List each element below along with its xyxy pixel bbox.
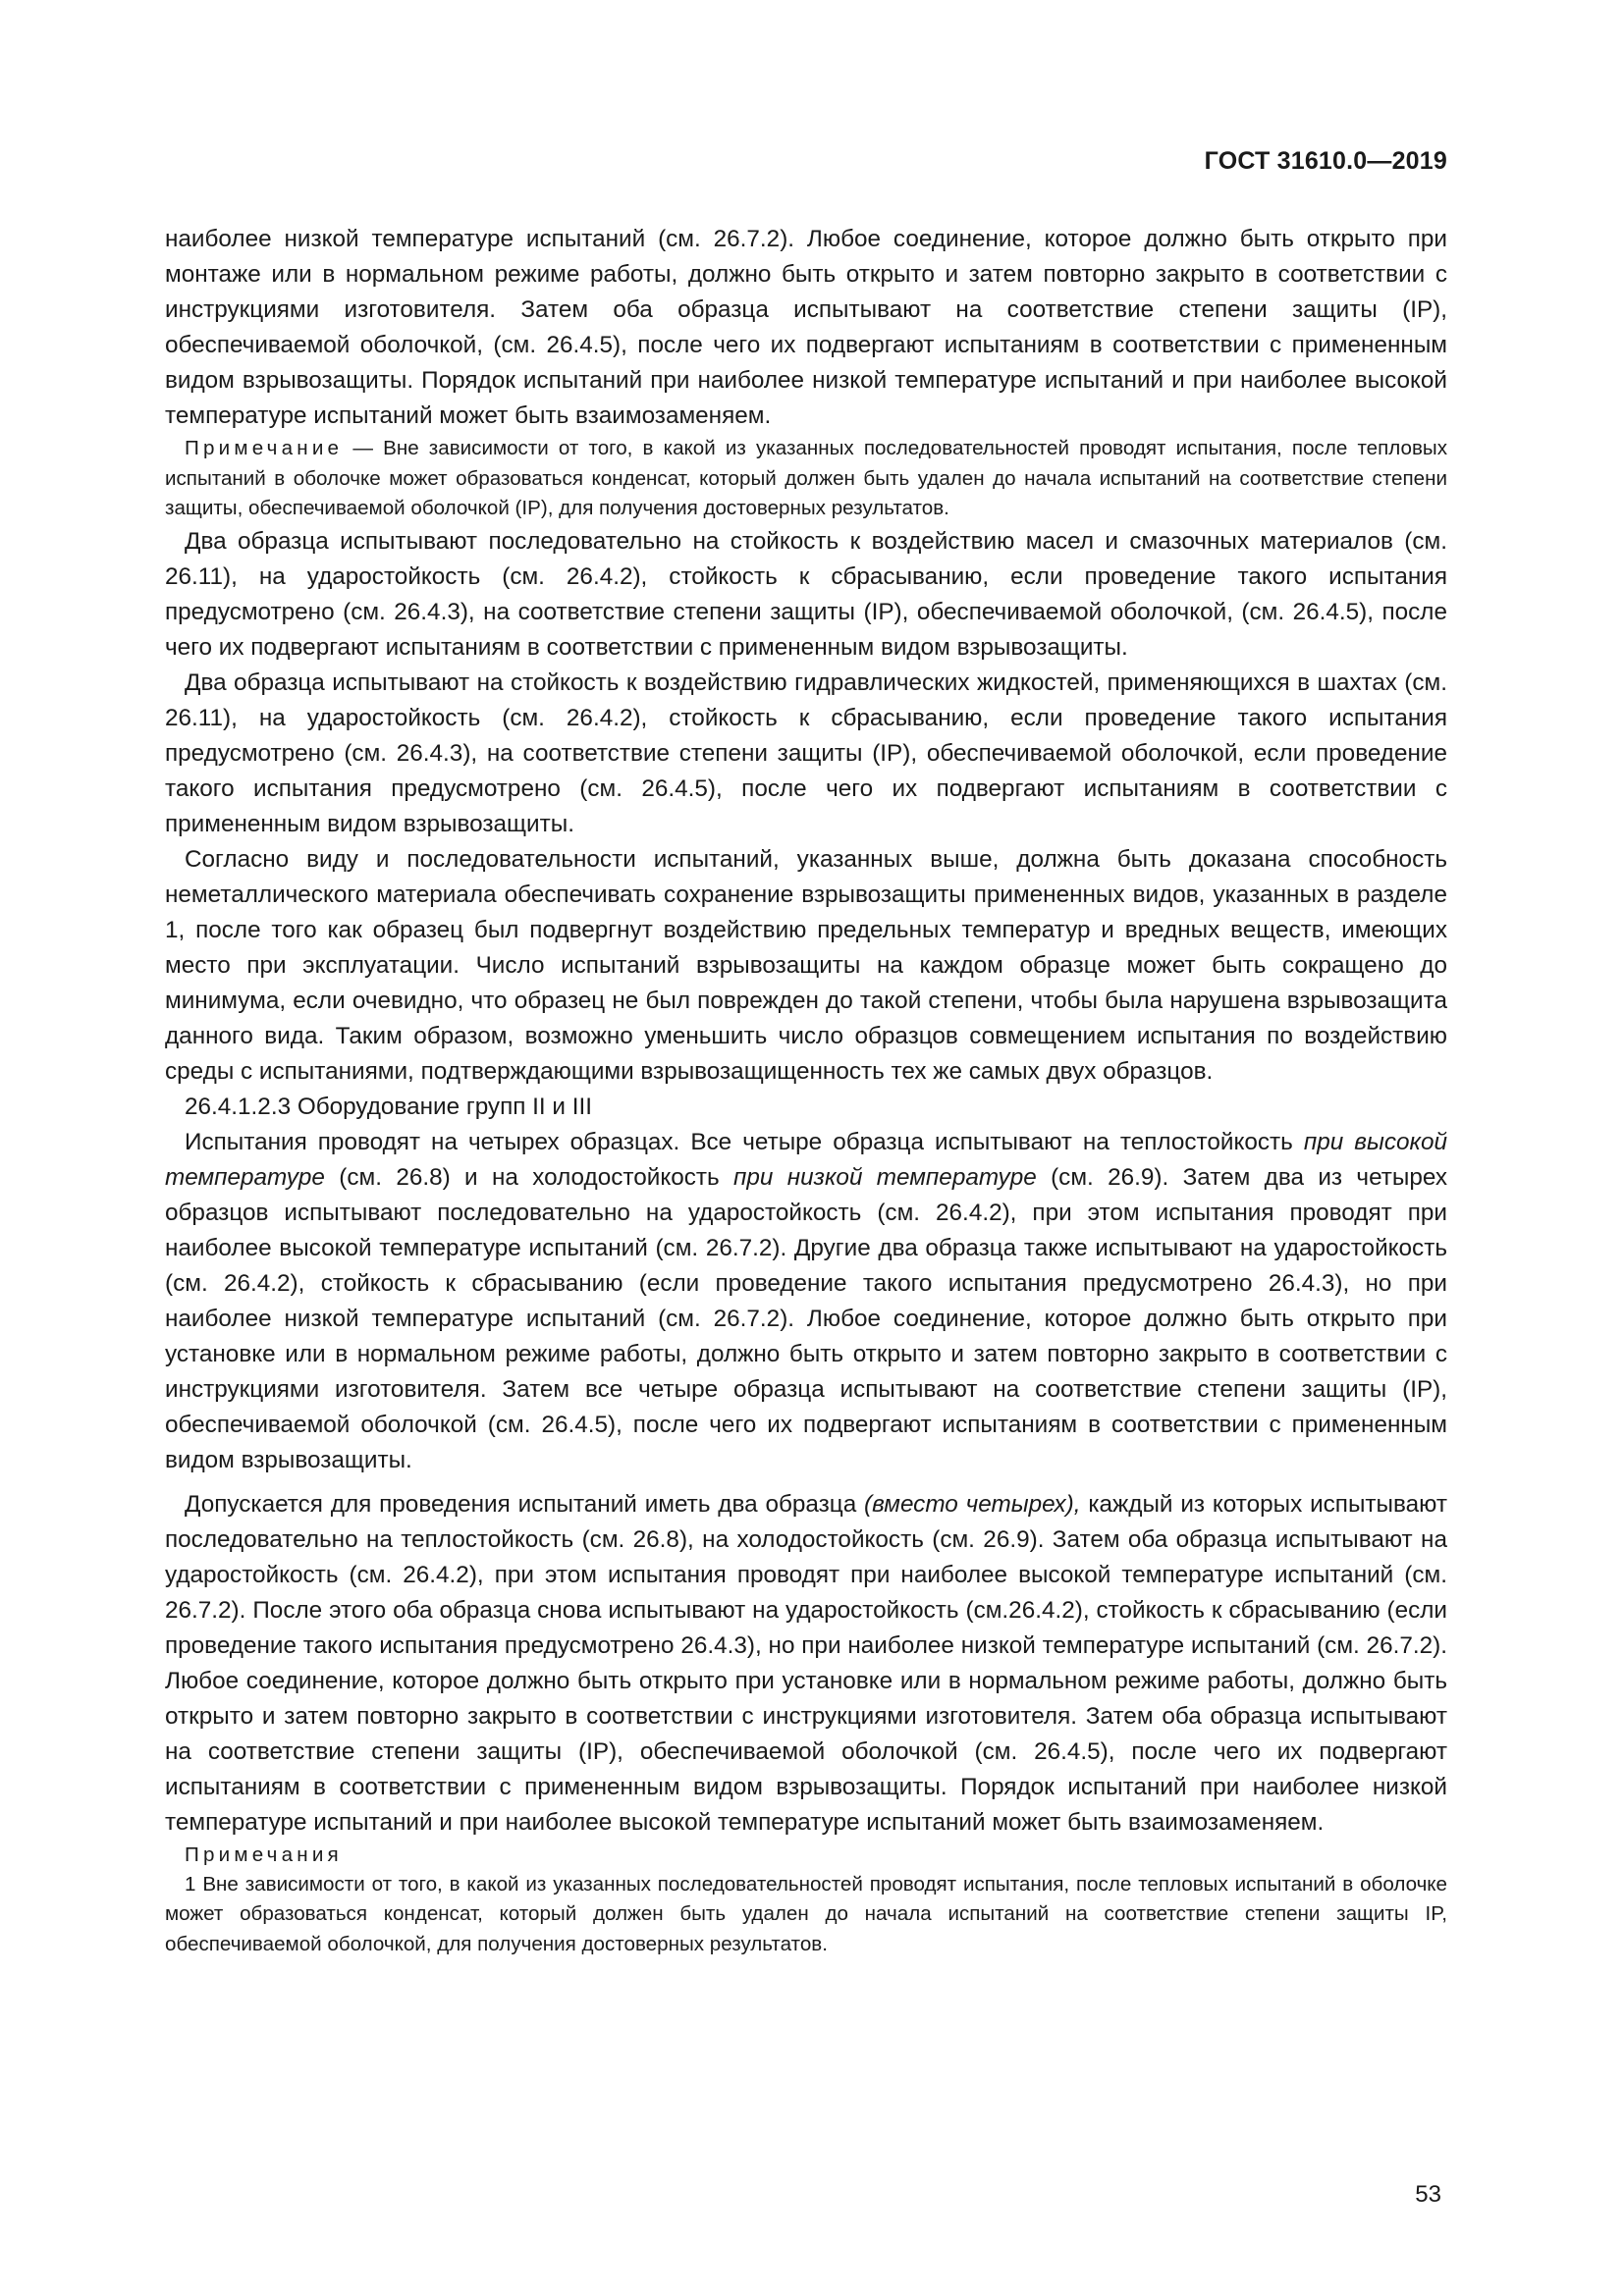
note-label: Примечание — [185, 437, 344, 459]
paragraph — [165, 1487, 1447, 1841]
note-text: — Вне зависимости от того, в какой из указанных последовательностей проводят испытания, после тепловых испытаний в оболочке может образоваться конденсат, который должен быть удален до начала испытаний на соответствие степени защиты, обеспечиваемой оболочкой (IP), для получения достоверных результатов. — [165, 437, 1447, 519]
paragraph: Два образца испытывают последовательно на стойкость к воздействию масел и смазочных материалов (см. 26.11), на ударостойкость (см. 26.4.2), стойкость к сбрасыванию, если проведение такого испытания предусмотрено (см. 26.4.3), на соответствие степени защиты (IP), обеспечиваемой оболочкой, (см. 26.4.5), после чего их подвергают испытаниям в соответствии с примененным видом взрывозащиты. — [165, 527, 1447, 661]
text-run: Допускается для проведения испытаний иметь два образца — [185, 1490, 865, 1518]
emphasis: при низкой температуре — [733, 1163, 1037, 1191]
paragraph-continuation: наиболее низкой температуре испытаний (см. 26.7.2). Любое соединение, которое должно быть открыто при монтаже или в нормальном режиме работы, должно быть открыто и затем повторно закрыто в соответствии с инструкциями изготовителя. Затем оба образца испытывают на соответствие степени защиты (IP), обеспечиваемой оболочкой, (см. 26.4.5), после чего их подвергают испытаниям в соответствии с примененным видом взрывозащиты. Порядок испытаний при наиболее низкой температуре испытаний и при наиболее высокой температуре испытаний может быть взаимозаменяем. — [165, 226, 1447, 429]
text-run: каждый из которых испытывают последовательно на теплостойкость (см. 26.8), на холодостойкость (см. 26.9). Затем оба образца испытывают на ударостойкость (см. 26.4.2), при этом испытания проводят при наиболее высокой температуре испытаний (см. 26.7.2). После этого оба образца снова испытывают на ударостойкость (см.26.4.2), стойкость к сбрасыванию (если проведение такого испытания предусмотрено 26.4.3), но при наиболее низкой температуре испытаний (см. 26.7.2). Любое соединение, которое должно быть открыто при установке или в нормальном режиме работы, должно быть открыто и затем повторно закрыто в соответствии с инструкциями изготовителя. Затем оба образца испытывают на соответствие степени защиты (IP), обеспечиваемой оболочкой (см. 26.4.5), после чего их подвергают испытаниям в соответствии с примененным видом взрывозащиты. Порядок испытаний при наиболее низкой температуре испытаний и при наиболее высокой температуре испытаний может быть взаимозаменяем. — [165, 1490, 1447, 1836]
paragraph — [165, 1125, 1447, 1478]
page-number: 53 — [1415, 2181, 1441, 2208]
paragraph: Два образца испытывают на стойкость к воздействию гидравлических жидкостей, применяющихся в шахтах (см. 26.11), на ударостойкость (см. 26.4.2), стойкость к сбрасыванию, если проведение такого испытания предусмотрено (см. 26.4.3), на соответствие степени защиты (IP), обеспечиваемой оболочкой, если проведение такого испытания предусмотрено (см. 26.4.5), после чего их подвергают испытаниям в соответствии с примененным видом взрывозащиты. — [165, 668, 1447, 837]
note — [165, 434, 1447, 524]
text-run: Испытания проводят на четырех образцах. Все четыре образца испытывают на теплостойкость — [185, 1128, 1304, 1155]
text-run: (см. 26.9). Затем два из четырех образцов испытывают последовательно на ударостойкость (см. 26.4.2), при этом испытания проводят при наиболее высокой температуре испытаний (см. 26.7.2). Другие два образца также испытывают на ударостойкость (см. 26.4.2), стойкость к сбрасыванию (если проведение такого испытания предусмотрено 26.4.3), но при наиболее низкой температуре испытаний (см. 26.7.2). Любое соединение, которое должно быть открыто при установке или в нормальном режиме работы, должно быть открыто и затем повторно закрыто в соответствии с инструкциями изготовителя. Затем все четыре образца испытывают на соответствие степени защиты (IP), обеспечиваемой оболочкой (см. 26.4.5), после чего их подвергают испытаниям в соответствии с примененным видом взрывозащиты. — [165, 1163, 1448, 1473]
note-item: 1 Вне зависимости от того, в какой из указанных последовательностей проводят испытания, после тепловых испытаний в оболочке может образоваться конденсат, который должен быть удален до начала испытаний на соответствие степени защиты IP, обеспечиваемой оболочкой, для получения достоверных результатов. — [165, 1872, 1447, 1955]
section-heading: 26.4.1.2.3 Оборудование групп II и III — [185, 1093, 592, 1120]
paragraph: Согласно виду и последовательности испытаний, указанных выше, должна быть доказана способность неметаллического материала обеспечивать сохранение взрывозащиты примененных видов, указанных в разделе 1, после того как образец был подвергнут воздействию предельных температур и вредных веществ, имеющих место при эксплуатации. Число испытаний взрывозащиты на каждом образце может быть сокращено до минимума, если очевидно, что образец не был поврежден до такой степени, чтобы была нарушена взрывозащита данного вида. Таким образом, возможно уменьшить число образцов совмещением испытания по воздействию среды с испытаниями, подтверждающими взрывозащищенность тех же самых двух образцов. — [165, 845, 1447, 1085]
document-header: ГОСТ 31610.0—2019 — [1204, 147, 1447, 175]
page-content — [165, 222, 1447, 1959]
emphasis: (вместо четырех), — [864, 1490, 1081, 1518]
emphasis: при высокой температуре — [165, 1128, 1447, 1191]
notes-title: Примечания — [185, 1842, 343, 1866]
text-run: (см. 26.8) и на холодостойкость — [324, 1163, 734, 1191]
